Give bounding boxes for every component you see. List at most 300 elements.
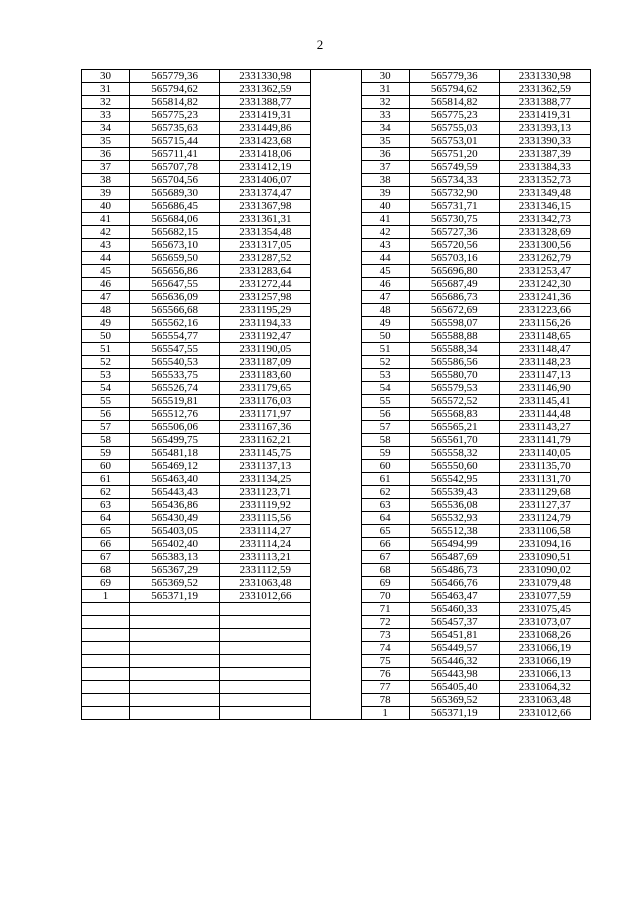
right-x-coordinate-cell: 565466,76 bbox=[409, 577, 499, 590]
column-gap bbox=[311, 668, 361, 681]
right-x-coordinate-cell: 565732,90 bbox=[409, 187, 499, 200]
left-y-coordinate-cell: 2331449,86 bbox=[220, 122, 311, 135]
right-point-number-cell: 30 bbox=[361, 70, 409, 83]
left-point-number-cell: 30 bbox=[82, 70, 130, 83]
left-x-coordinate-cell: 565656,86 bbox=[130, 265, 220, 278]
left-point-number-cell: 62 bbox=[82, 486, 130, 499]
right-point-number-cell: 38 bbox=[361, 174, 409, 187]
left-x-coordinate-cell: 565735,63 bbox=[130, 122, 220, 135]
right-y-coordinate-cell: 2331148,23 bbox=[499, 356, 590, 369]
table-row bbox=[82, 213, 591, 226]
left-point-number-cell: 52 bbox=[82, 356, 130, 369]
column-gap bbox=[311, 616, 361, 629]
left-point-number-cell: 57 bbox=[82, 421, 130, 434]
left-x-coordinate-cell: 565686,45 bbox=[130, 200, 220, 213]
left-point-number-cell: 60 bbox=[82, 460, 130, 473]
left-point-number-cell: 51 bbox=[82, 343, 130, 356]
right-y-coordinate-cell: 2331124,79 bbox=[499, 512, 590, 525]
right-point-number-cell: 77 bbox=[361, 681, 409, 694]
right-point-number-cell: 42 bbox=[361, 226, 409, 239]
left-point-number-cell: 59 bbox=[82, 447, 130, 460]
column-gap bbox=[311, 707, 361, 720]
left-point-number-cell: 34 bbox=[82, 122, 130, 135]
right-y-coordinate-cell: 2331342,73 bbox=[499, 213, 590, 226]
right-point-number-cell: 67 bbox=[361, 551, 409, 564]
right-y-coordinate-cell: 2331300,56 bbox=[499, 239, 590, 252]
left-y-coordinate-cell bbox=[220, 694, 311, 707]
table-row bbox=[82, 369, 591, 382]
left-y-coordinate-cell: 2331123,71 bbox=[220, 486, 311, 499]
table-row bbox=[82, 551, 591, 564]
table-row bbox=[82, 278, 591, 291]
right-point-number-cell: 48 bbox=[361, 304, 409, 317]
left-point-number-cell: 36 bbox=[82, 148, 130, 161]
left-point-number-cell: 37 bbox=[82, 161, 130, 174]
left-x-coordinate-cell: 565659,50 bbox=[130, 252, 220, 265]
left-x-coordinate-cell: 565469,12 bbox=[130, 460, 220, 473]
right-point-number-cell: 52 bbox=[361, 356, 409, 369]
table-row bbox=[82, 161, 591, 174]
right-x-coordinate-cell: 565730,75 bbox=[409, 213, 499, 226]
right-point-number-cell: 70 bbox=[361, 590, 409, 603]
left-x-coordinate-cell: 565512,76 bbox=[130, 408, 220, 421]
right-point-number-cell: 32 bbox=[361, 96, 409, 109]
right-y-coordinate-cell: 2331012,66 bbox=[499, 707, 590, 720]
right-x-coordinate-cell: 565460,33 bbox=[409, 603, 499, 616]
column-gap bbox=[311, 395, 361, 408]
left-point-number-cell: 33 bbox=[82, 109, 130, 122]
column-gap bbox=[311, 122, 361, 135]
left-y-coordinate-cell: 2331137,13 bbox=[220, 460, 311, 473]
left-point-number-cell bbox=[82, 603, 130, 616]
column-gap bbox=[311, 590, 361, 603]
left-y-coordinate-cell: 2331354,48 bbox=[220, 226, 311, 239]
left-point-number-cell: 54 bbox=[82, 382, 130, 395]
right-x-coordinate-cell: 565487,69 bbox=[409, 551, 499, 564]
left-point-number-cell: 50 bbox=[82, 330, 130, 343]
left-y-coordinate-cell: 2331195,29 bbox=[220, 304, 311, 317]
left-y-coordinate-cell: 2331113,21 bbox=[220, 551, 311, 564]
right-y-coordinate-cell: 2331352,73 bbox=[499, 174, 590, 187]
right-x-coordinate-cell: 565731,71 bbox=[409, 200, 499, 213]
table-row bbox=[82, 486, 591, 499]
left-x-coordinate-cell: 565383,13 bbox=[130, 551, 220, 564]
right-x-coordinate-cell: 565512,38 bbox=[409, 525, 499, 538]
left-point-number-cell bbox=[82, 655, 130, 668]
left-x-coordinate-cell: 565554,77 bbox=[130, 330, 220, 343]
right-y-coordinate-cell: 2331075,45 bbox=[499, 603, 590, 616]
left-x-coordinate-cell: 565711,41 bbox=[130, 148, 220, 161]
left-point-number-cell bbox=[82, 694, 130, 707]
left-point-number-cell bbox=[82, 642, 130, 655]
left-point-number-cell: 35 bbox=[82, 135, 130, 148]
left-point-number-cell: 32 bbox=[82, 96, 130, 109]
left-y-coordinate-cell: 2331114,24 bbox=[220, 538, 311, 551]
left-x-coordinate-cell bbox=[130, 629, 220, 642]
right-x-coordinate-cell: 565542,95 bbox=[409, 473, 499, 486]
table-row bbox=[82, 421, 591, 434]
right-x-coordinate-cell: 565751,20 bbox=[409, 148, 499, 161]
table-row bbox=[82, 590, 591, 603]
left-x-coordinate-cell: 565371,19 bbox=[130, 590, 220, 603]
left-x-coordinate-cell: 565506,06 bbox=[130, 421, 220, 434]
right-y-coordinate-cell: 2331346,15 bbox=[499, 200, 590, 213]
right-x-coordinate-cell: 565588,34 bbox=[409, 343, 499, 356]
right-x-coordinate-cell: 565686,73 bbox=[409, 291, 499, 304]
table-row bbox=[82, 304, 591, 317]
left-y-coordinate-cell: 2331115,56 bbox=[220, 512, 311, 525]
right-y-coordinate-cell: 2331066,13 bbox=[499, 668, 590, 681]
table-row bbox=[82, 252, 591, 265]
table-row bbox=[82, 135, 591, 148]
left-point-number-cell: 58 bbox=[82, 434, 130, 447]
right-point-number-cell: 46 bbox=[361, 278, 409, 291]
right-x-coordinate-cell: 565558,32 bbox=[409, 447, 499, 460]
table-row bbox=[82, 122, 591, 135]
left-y-coordinate-cell: 2331418,06 bbox=[220, 148, 311, 161]
right-x-coordinate-cell: 565494,99 bbox=[409, 538, 499, 551]
right-y-coordinate-cell: 2331131,70 bbox=[499, 473, 590, 486]
column-gap bbox=[311, 421, 361, 434]
left-x-coordinate-cell: 565673,10 bbox=[130, 239, 220, 252]
table-row bbox=[82, 174, 591, 187]
right-y-coordinate-cell: 2331140,05 bbox=[499, 447, 590, 460]
right-y-coordinate-cell: 2331156,26 bbox=[499, 317, 590, 330]
left-y-coordinate-cell: 2331114,27 bbox=[220, 525, 311, 538]
left-x-coordinate-cell: 565526,74 bbox=[130, 382, 220, 395]
left-y-coordinate-cell: 2331192,47 bbox=[220, 330, 311, 343]
left-y-coordinate-cell: 2331179,65 bbox=[220, 382, 311, 395]
right-y-coordinate-cell: 2331127,37 bbox=[499, 499, 590, 512]
table-row bbox=[82, 239, 591, 252]
left-point-number-cell: 39 bbox=[82, 187, 130, 200]
table-row bbox=[82, 525, 591, 538]
right-y-coordinate-cell: 2331384,33 bbox=[499, 161, 590, 174]
table-row bbox=[82, 265, 591, 278]
left-y-coordinate-cell bbox=[220, 603, 311, 616]
right-y-coordinate-cell: 2331147,13 bbox=[499, 369, 590, 382]
left-x-coordinate-cell: 565689,30 bbox=[130, 187, 220, 200]
left-y-coordinate-cell: 2331171,97 bbox=[220, 408, 311, 421]
table-row bbox=[82, 499, 591, 512]
left-y-coordinate-cell: 2331367,98 bbox=[220, 200, 311, 213]
table-row bbox=[82, 83, 591, 96]
column-gap bbox=[311, 109, 361, 122]
column-gap bbox=[311, 213, 361, 226]
page-number: 2 bbox=[316, 37, 324, 52]
right-point-number-cell: 54 bbox=[361, 382, 409, 395]
column-gap bbox=[311, 265, 361, 278]
left-x-coordinate-cell: 565403,05 bbox=[130, 525, 220, 538]
left-y-coordinate-cell: 2331283,64 bbox=[220, 265, 311, 278]
left-y-coordinate-cell: 2331183,60 bbox=[220, 369, 311, 382]
left-x-coordinate-cell: 565566,68 bbox=[130, 304, 220, 317]
table-row bbox=[82, 564, 591, 577]
table-row bbox=[82, 460, 591, 473]
right-x-coordinate-cell: 565446,32 bbox=[409, 655, 499, 668]
left-point-number-cell: 38 bbox=[82, 174, 130, 187]
left-point-number-cell: 48 bbox=[82, 304, 130, 317]
left-x-coordinate-cell bbox=[130, 694, 220, 707]
right-x-coordinate-cell: 565550,60 bbox=[409, 460, 499, 473]
right-y-coordinate-cell: 2331068,26 bbox=[499, 629, 590, 642]
left-y-coordinate-cell: 2331317,05 bbox=[220, 239, 311, 252]
right-y-coordinate-cell: 2331145,41 bbox=[499, 395, 590, 408]
right-point-number-cell: 49 bbox=[361, 317, 409, 330]
left-x-coordinate-cell: 565499,75 bbox=[130, 434, 220, 447]
right-point-number-cell: 76 bbox=[361, 668, 409, 681]
right-y-coordinate-cell: 2331242,30 bbox=[499, 278, 590, 291]
left-x-coordinate-cell: 565562,16 bbox=[130, 317, 220, 330]
column-gap bbox=[311, 603, 361, 616]
left-point-number-cell: 43 bbox=[82, 239, 130, 252]
left-x-coordinate-cell: 565369,52 bbox=[130, 577, 220, 590]
right-x-coordinate-cell: 565457,37 bbox=[409, 616, 499, 629]
column-gap bbox=[311, 629, 361, 642]
left-x-coordinate-cell: 565775,23 bbox=[130, 109, 220, 122]
column-gap bbox=[311, 486, 361, 499]
left-y-coordinate-cell: 2331330,98 bbox=[220, 70, 311, 83]
left-y-coordinate-cell: 2331419,31 bbox=[220, 109, 311, 122]
left-x-coordinate-cell: 565443,43 bbox=[130, 486, 220, 499]
left-x-coordinate-cell: 565430,49 bbox=[130, 512, 220, 525]
left-point-number-cell: 46 bbox=[82, 278, 130, 291]
left-x-coordinate-cell bbox=[130, 616, 220, 629]
right-y-coordinate-cell: 2331362,59 bbox=[499, 83, 590, 96]
left-point-number-cell: 49 bbox=[82, 317, 130, 330]
right-x-coordinate-cell: 565775,23 bbox=[409, 109, 499, 122]
left-point-number-cell: 63 bbox=[82, 499, 130, 512]
right-y-coordinate-cell: 2331144,48 bbox=[499, 408, 590, 421]
column-gap bbox=[311, 551, 361, 564]
left-y-coordinate-cell: 2331362,59 bbox=[220, 83, 311, 96]
left-point-number-cell: 65 bbox=[82, 525, 130, 538]
table-row bbox=[82, 694, 591, 707]
right-point-number-cell: 47 bbox=[361, 291, 409, 304]
coordinates-table bbox=[81, 69, 591, 720]
table-row bbox=[82, 226, 591, 239]
right-y-coordinate-cell: 2331077,59 bbox=[499, 590, 590, 603]
left-point-number-cell bbox=[82, 681, 130, 694]
right-x-coordinate-cell: 565814,82 bbox=[409, 96, 499, 109]
column-gap bbox=[311, 174, 361, 187]
right-x-coordinate-cell: 565561,70 bbox=[409, 434, 499, 447]
right-x-coordinate-cell: 565565,21 bbox=[409, 421, 499, 434]
table-row bbox=[82, 434, 591, 447]
column-gap bbox=[311, 96, 361, 109]
column-gap bbox=[311, 408, 361, 421]
right-x-coordinate-cell: 565779,36 bbox=[409, 70, 499, 83]
right-point-number-cell: 58 bbox=[361, 434, 409, 447]
table-row bbox=[82, 317, 591, 330]
table-row bbox=[82, 96, 591, 109]
right-x-coordinate-cell: 565586,56 bbox=[409, 356, 499, 369]
right-x-coordinate-cell: 565369,52 bbox=[409, 694, 499, 707]
left-y-coordinate-cell bbox=[220, 707, 311, 720]
table-row bbox=[82, 681, 591, 694]
column-gap bbox=[311, 512, 361, 525]
table-row bbox=[82, 707, 591, 720]
right-point-number-cell: 36 bbox=[361, 148, 409, 161]
table-row bbox=[82, 408, 591, 421]
right-x-coordinate-cell: 565451,81 bbox=[409, 629, 499, 642]
right-x-coordinate-cell: 565405,40 bbox=[409, 681, 499, 694]
left-y-coordinate-cell bbox=[220, 681, 311, 694]
left-point-number-cell: 40 bbox=[82, 200, 130, 213]
left-x-coordinate-cell: 565547,55 bbox=[130, 343, 220, 356]
right-point-number-cell: 57 bbox=[361, 421, 409, 434]
left-y-coordinate-cell: 2331012,66 bbox=[220, 590, 311, 603]
left-y-coordinate-cell: 2331257,98 bbox=[220, 291, 311, 304]
right-point-number-cell: 75 bbox=[361, 655, 409, 668]
right-y-coordinate-cell: 2331393,13 bbox=[499, 122, 590, 135]
left-x-coordinate-cell: 565715,44 bbox=[130, 135, 220, 148]
right-y-coordinate-cell: 2331328,69 bbox=[499, 226, 590, 239]
right-point-number-cell: 35 bbox=[361, 135, 409, 148]
left-y-coordinate-cell: 2331287,52 bbox=[220, 252, 311, 265]
left-point-number-cell: 67 bbox=[82, 551, 130, 564]
table-row bbox=[82, 616, 591, 629]
right-point-number-cell: 31 bbox=[361, 83, 409, 96]
table-row bbox=[82, 447, 591, 460]
left-y-coordinate-cell: 2331167,36 bbox=[220, 421, 311, 434]
column-gap bbox=[311, 655, 361, 668]
left-y-coordinate-cell: 2331145,75 bbox=[220, 447, 311, 460]
column-gap bbox=[311, 343, 361, 356]
right-y-coordinate-cell: 2331223,66 bbox=[499, 304, 590, 317]
column-gap bbox=[311, 226, 361, 239]
right-y-coordinate-cell: 2331090,02 bbox=[499, 564, 590, 577]
right-point-number-cell: 64 bbox=[361, 512, 409, 525]
left-x-coordinate-cell bbox=[130, 642, 220, 655]
right-x-coordinate-cell: 565753,01 bbox=[409, 135, 499, 148]
column-gap bbox=[311, 135, 361, 148]
table-row bbox=[82, 70, 591, 83]
table-row bbox=[82, 395, 591, 408]
left-x-coordinate-cell: 565647,55 bbox=[130, 278, 220, 291]
right-point-number-cell: 78 bbox=[361, 694, 409, 707]
right-x-coordinate-cell: 565720,56 bbox=[409, 239, 499, 252]
right-x-coordinate-cell: 565727,36 bbox=[409, 226, 499, 239]
column-gap bbox=[311, 499, 361, 512]
left-x-coordinate-cell bbox=[130, 681, 220, 694]
right-y-coordinate-cell: 2331106,58 bbox=[499, 525, 590, 538]
column-gap bbox=[311, 148, 361, 161]
column-gap bbox=[311, 187, 361, 200]
column-gap bbox=[311, 252, 361, 265]
right-x-coordinate-cell: 565687,49 bbox=[409, 278, 499, 291]
left-x-coordinate-cell bbox=[130, 655, 220, 668]
column-gap bbox=[311, 291, 361, 304]
right-point-number-cell: 53 bbox=[361, 369, 409, 382]
left-y-coordinate-cell: 2331423,68 bbox=[220, 135, 311, 148]
right-point-number-cell: 34 bbox=[361, 122, 409, 135]
right-y-coordinate-cell: 2331330,98 bbox=[499, 70, 590, 83]
left-x-coordinate-cell: 565436,86 bbox=[130, 499, 220, 512]
left-point-number-cell: 61 bbox=[82, 473, 130, 486]
right-x-coordinate-cell: 565568,83 bbox=[409, 408, 499, 421]
left-point-number-cell: 53 bbox=[82, 369, 130, 382]
right-point-number-cell: 62 bbox=[361, 486, 409, 499]
right-point-number-cell: 39 bbox=[361, 187, 409, 200]
right-point-number-cell: 33 bbox=[361, 109, 409, 122]
left-y-coordinate-cell bbox=[220, 642, 311, 655]
right-point-number-cell: 65 bbox=[361, 525, 409, 538]
left-y-coordinate-cell bbox=[220, 655, 311, 668]
right-x-coordinate-cell: 565598,07 bbox=[409, 317, 499, 330]
left-point-number-cell bbox=[82, 629, 130, 642]
right-point-number-cell: 59 bbox=[361, 447, 409, 460]
column-gap bbox=[311, 564, 361, 577]
left-x-coordinate-cell bbox=[130, 668, 220, 681]
right-x-coordinate-cell: 565734,33 bbox=[409, 174, 499, 187]
left-x-coordinate-cell: 565794,62 bbox=[130, 83, 220, 96]
left-y-coordinate-cell: 2331374,47 bbox=[220, 187, 311, 200]
table-row bbox=[82, 382, 591, 395]
left-point-number-cell bbox=[82, 707, 130, 720]
left-x-coordinate-cell bbox=[130, 603, 220, 616]
column-gap bbox=[311, 278, 361, 291]
left-x-coordinate-cell: 565684,06 bbox=[130, 213, 220, 226]
left-y-coordinate-cell bbox=[220, 668, 311, 681]
left-point-number-cell: 68 bbox=[82, 564, 130, 577]
left-point-number-cell: 45 bbox=[82, 265, 130, 278]
left-point-number-cell: 55 bbox=[82, 395, 130, 408]
right-point-number-cell: 60 bbox=[361, 460, 409, 473]
right-x-coordinate-cell: 565749,59 bbox=[409, 161, 499, 174]
table-row bbox=[82, 603, 591, 616]
right-y-coordinate-cell: 2331349,48 bbox=[499, 187, 590, 200]
left-y-coordinate-cell: 2331119,92 bbox=[220, 499, 311, 512]
right-x-coordinate-cell: 565449,57 bbox=[409, 642, 499, 655]
column-gap bbox=[311, 369, 361, 382]
table-row bbox=[82, 473, 591, 486]
left-y-coordinate-cell: 2331063,48 bbox=[220, 577, 311, 590]
right-y-coordinate-cell: 2331146,90 bbox=[499, 382, 590, 395]
right-point-number-cell: 44 bbox=[361, 252, 409, 265]
right-point-number-cell: 37 bbox=[361, 161, 409, 174]
left-x-coordinate-cell: 565779,36 bbox=[130, 70, 220, 83]
table-row bbox=[82, 655, 591, 668]
right-x-coordinate-cell: 565536,08 bbox=[409, 499, 499, 512]
right-x-coordinate-cell: 565580,70 bbox=[409, 369, 499, 382]
left-y-coordinate-cell: 2331406,07 bbox=[220, 174, 311, 187]
right-point-number-cell: 41 bbox=[361, 213, 409, 226]
right-point-number-cell: 74 bbox=[361, 642, 409, 655]
column-gap bbox=[311, 473, 361, 486]
right-x-coordinate-cell: 565794,62 bbox=[409, 83, 499, 96]
right-x-coordinate-cell: 565532,93 bbox=[409, 512, 499, 525]
table-row bbox=[82, 200, 591, 213]
left-y-coordinate-cell: 2331388,77 bbox=[220, 96, 311, 109]
left-point-number-cell: 66 bbox=[82, 538, 130, 551]
column-gap bbox=[311, 70, 361, 83]
left-y-coordinate-cell: 2331272,44 bbox=[220, 278, 311, 291]
left-x-coordinate-cell: 565367,29 bbox=[130, 564, 220, 577]
left-point-number-cell: 47 bbox=[82, 291, 130, 304]
right-point-number-cell: 51 bbox=[361, 343, 409, 356]
right-point-number-cell: 43 bbox=[361, 239, 409, 252]
column-gap bbox=[311, 538, 361, 551]
left-x-coordinate-cell: 565636,09 bbox=[130, 291, 220, 304]
column-gap bbox=[311, 161, 361, 174]
right-y-coordinate-cell: 2331066,19 bbox=[499, 655, 590, 668]
right-y-coordinate-cell: 2331135,70 bbox=[499, 460, 590, 473]
table-row bbox=[82, 356, 591, 369]
table-row bbox=[82, 330, 591, 343]
left-y-coordinate-cell: 2331412,19 bbox=[220, 161, 311, 174]
left-point-number-cell: 44 bbox=[82, 252, 130, 265]
